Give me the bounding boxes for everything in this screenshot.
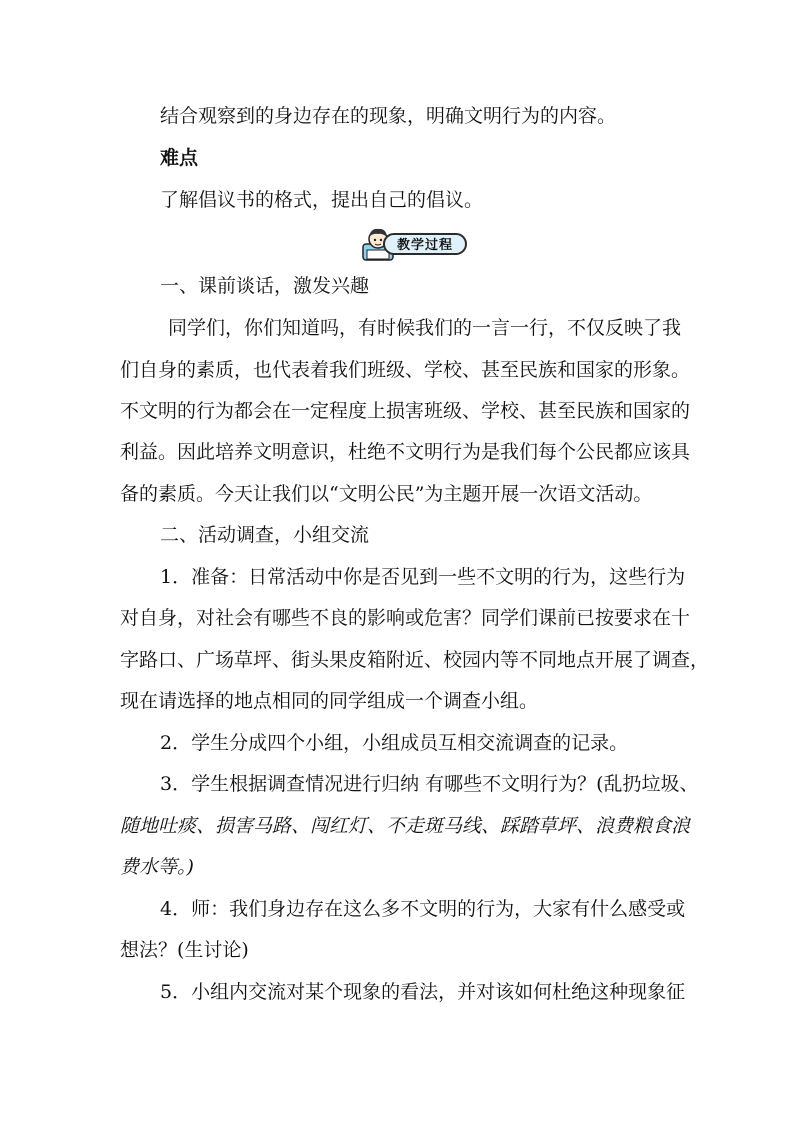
section-heading: 一、课前谈话，激发兴趣 (160, 275, 370, 297)
list-item: 1．准备：日常活动中你是否见到一些不文明的行为，这些行为 (160, 566, 686, 588)
list-item: 2．学生分成四个小组，小组成员互相交流调查的记录。 (160, 732, 629, 754)
paragraph-line: 利益。因此培养文明意识，杜绝不文明行为是我们每个公民都应该具 (120, 441, 691, 463)
paragraph-line: 现在请选择的地点相同的同学组成一个调查小组。 (120, 690, 539, 712)
section-heading: 二、活动调查，小组交流 (160, 524, 370, 546)
section-badge (361, 226, 471, 262)
paragraph-line: 想法？(生讨论) (120, 939, 249, 961)
list-item: 4．师：我们身边存在这么多不文明的行为，大家有什么感受或 (160, 898, 686, 920)
subheading-difficulty: 难点 (160, 147, 199, 169)
paragraph-line: 备的素质。今天让我们以“文明公民”为主题开展一次语文活动。 (120, 483, 653, 505)
list-item: 3．学生根据调查情况进行归纳 有哪些不文明行为？(乱扔垃圾、 (160, 773, 699, 795)
section-badge-label: 教学过程 (383, 233, 467, 255)
paragraph-line: 对自身，对社会有哪些不良的影响或危害？同学们课前已按要求在十 (120, 607, 691, 629)
list-item: 5．小组内交流对某个现象的看法，并对该如何杜绝这种现象征 (160, 981, 686, 1003)
paragraph-line: 结合观察到的身边存在的现象，明确文明行为的内容。 (160, 105, 617, 127)
paragraph-line: 字路口、广场草坪、街头果皮箱附近、校园内等不同地点开展了调查， (120, 649, 710, 671)
paragraph-line: 随地吐痰、损害马路、闯红灯、不走斑马线、踩踏草坪、浪费粮食浪 (120, 815, 691, 837)
paragraph-line: 同学们，你们知道吗，有时候我们的一言一行，不仅反映了我 (168, 317, 682, 339)
paragraph-line: 了解倡议书的格式，提出自己的倡议。 (160, 189, 484, 211)
paragraph-line: 不文明的行为都会在一定程度上损害班级、学校、甚至民族和国家的 (120, 400, 691, 422)
paragraph-line: 费水等。) (120, 856, 194, 878)
paragraph-line: 们自身的素质，也代表着我们班级、学校、甚至民族和国家的形象。 (120, 359, 691, 381)
